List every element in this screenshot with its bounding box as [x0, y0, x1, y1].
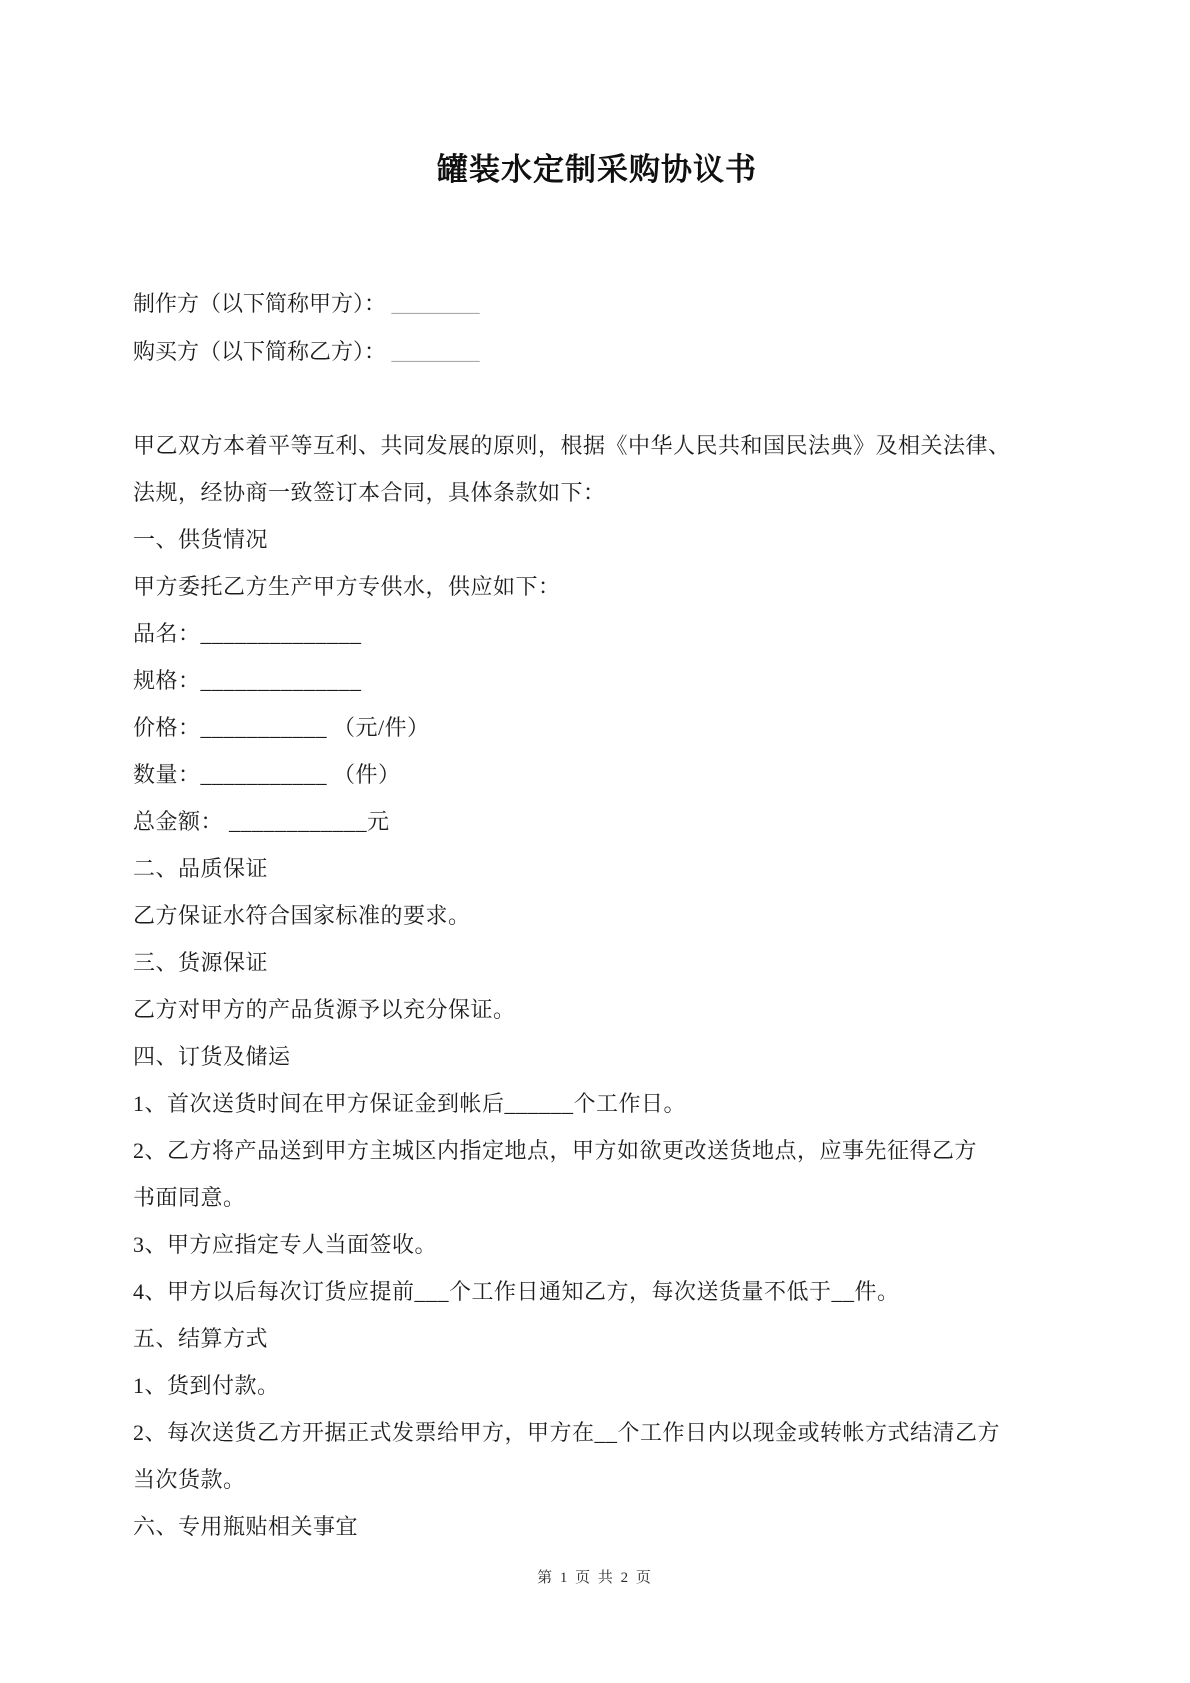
preamble-line-1: 甲乙双方本着平等互利、共同发展的原则，根据《中华人民共和国民法典》及相关法律、 — [133, 433, 1011, 458]
section-6-heading: 六、专用瓶贴相关事宜 — [133, 1514, 359, 1539]
clause-4-2-line-1: 2、乙方将产品送到甲方主城区内指定地点，甲方如欲更改送货地点，应事先征得乙方 — [133, 1138, 978, 1163]
parties-section — [133, 280, 1061, 376]
party-b-row — [133, 328, 1061, 376]
quality-clause: 乙方保证水符合国家标准的要求。 — [133, 903, 471, 928]
field-price: 价格：___________ （元/件） — [133, 715, 430, 740]
contract-body — [133, 422, 1061, 1550]
party-b-label: 购买方（以下简称乙方）： — [133, 339, 392, 364]
section-2-heading: 二、品质保证 — [133, 856, 269, 881]
clause-5-2-line-2: 当次货款。 — [133, 1467, 246, 1492]
clause-5-2-line-1: 2、每次送货乙方开据正式发票给甲方，甲方在__个工作日内以现金或转帐方式结清乙方 — [133, 1420, 1001, 1445]
supply-source-clause: 乙方对甲方的产品货源予以充分保证。 — [133, 997, 516, 1022]
party-a-row — [133, 280, 1061, 328]
field-product-name: 品名：______________ — [133, 621, 362, 646]
party-a-label: 制作方（以下简称甲方）： — [133, 291, 392, 316]
field-quantity: 数量：___________ （件） — [133, 762, 401, 787]
page-number-footer: 第 1 页 共 2 页 — [537, 1570, 653, 1586]
supply-intro-line: 甲方委托乙方生产甲方专供水，供应如下： — [133, 574, 561, 599]
clause-4-3: 3、甲方应指定专人当面签收。 — [133, 1232, 438, 1257]
clause-5-1: 1、货到付款。 — [133, 1373, 280, 1398]
section-3-heading: 三、货源保证 — [133, 950, 269, 975]
document-title: 罐装水定制采购协议书 — [437, 152, 757, 187]
field-specification: 规格：______________ — [133, 668, 362, 693]
preamble-line-2: 法规，经协商一致签订本合同，具体条款如下： — [133, 480, 606, 505]
section-5-heading: 五、结算方式 — [133, 1326, 269, 1351]
document-content — [133, 0, 1061, 1550]
clause-4-1: 1、首次送货时间在甲方保证金到帐后______个工作日。 — [133, 1091, 687, 1116]
party-b-blank-line: ________ — [391, 339, 480, 364]
field-total-amount: 总金额： ____________元 — [133, 809, 390, 834]
clause-4-2-line-2: 书面同意。 — [133, 1185, 246, 1210]
section-1-heading: 一、供货情况 — [133, 527, 269, 552]
clause-4-4: 4、甲方以后每次订货应提前___个工作日通知乙方，每次送货量不低于__件。 — [133, 1279, 900, 1304]
party-a-blank-line: ________ — [391, 291, 480, 316]
section-4-heading: 四、订货及储运 — [133, 1044, 291, 1069]
